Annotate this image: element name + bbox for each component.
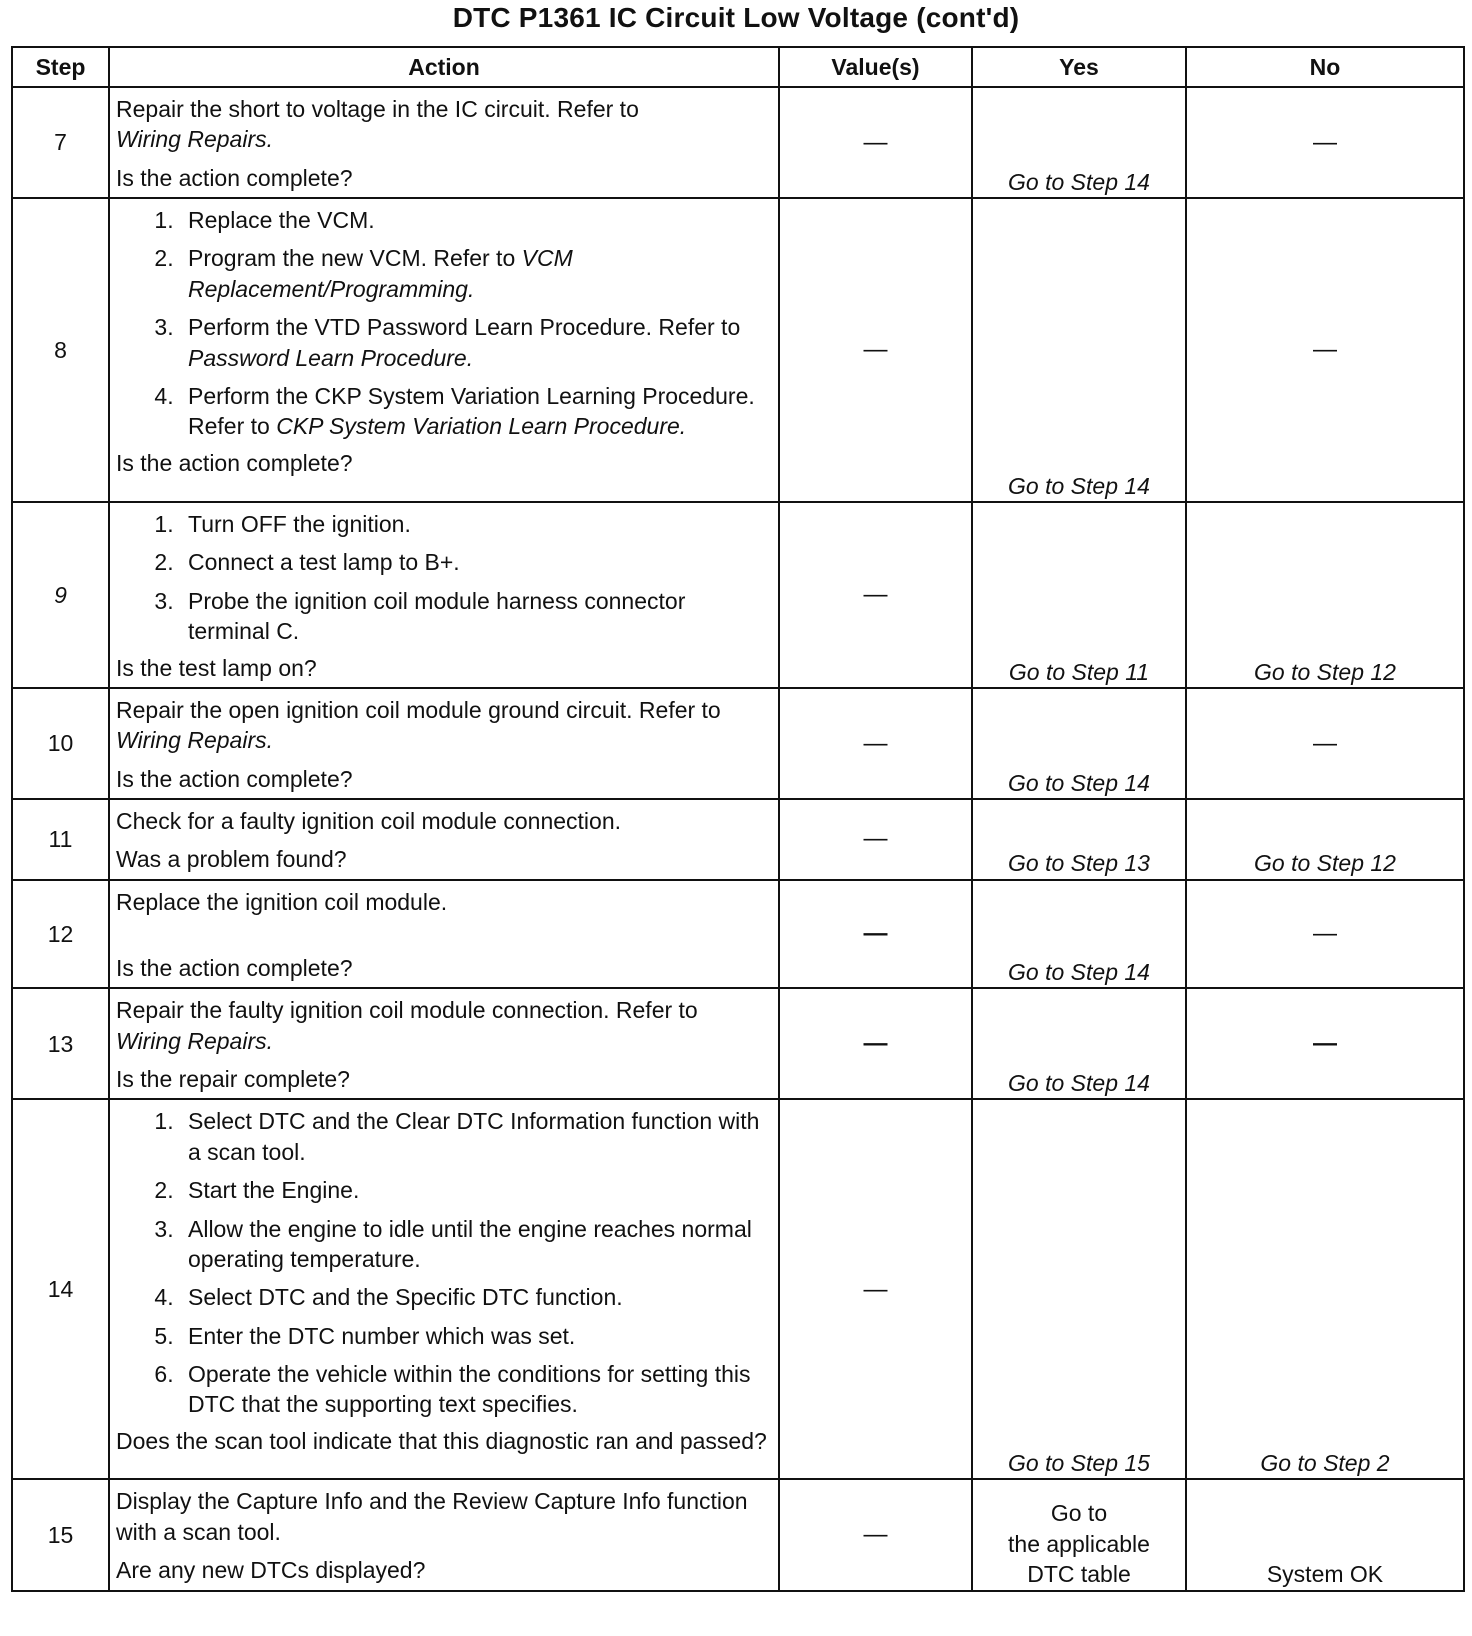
table-row-step-7 <box>12 87 1464 198</box>
list-item: 3. Allow the engine to idle until the engine reaches normal operating temperature. <box>180 1214 770 1275</box>
no-cell: — <box>1186 198 1464 502</box>
header-action: Action <box>109 47 779 87</box>
step-number: 13 <box>12 988 109 1099</box>
list-item: 4. Select DTC and the Specific DTC function. <box>180 1282 770 1312</box>
action-text: Repair the open ignition coil module ground circuit. Refer to <box>116 696 721 723</box>
action-steps-list <box>116 1106 770 1419</box>
header-step: Step <box>12 47 109 87</box>
action-cell <box>109 87 779 198</box>
table-row-step-11 <box>12 799 1464 880</box>
page-title: DTC P1361 IC Circuit Low Voltage (cont'd) <box>452 2 1020 33</box>
table-row-step-10 <box>12 688 1464 799</box>
action-text: Check for a faulty ignition coil module connection. <box>116 807 622 834</box>
table-row-step-12 <box>12 880 1464 989</box>
step-number: 14 <box>12 1099 109 1479</box>
table-row-step-13 <box>12 988 1464 1099</box>
action-cell <box>109 880 779 989</box>
action-cell <box>109 799 779 880</box>
action-reference: VCM Replacement/Programming. <box>188 245 573 302</box>
yes-line: DTC table <box>1027 1561 1131 1588</box>
no-cell: — <box>1186 880 1464 989</box>
action-reference: Wiring Repairs. <box>116 727 274 754</box>
value-cell: — <box>779 1479 972 1590</box>
action-question: Was a problem found? <box>116 846 347 873</box>
step-number: 7 <box>12 87 109 198</box>
table-row-step-14 <box>12 1099 1464 1479</box>
list-item-text: Perform the CKP System Variation Learning Procedure. Refer to <box>188 382 755 440</box>
header-yes: Yes <box>972 47 1186 87</box>
value-cell: — <box>779 688 972 799</box>
value-cell: — <box>779 87 972 198</box>
no-cell: System OK <box>1186 1479 1464 1590</box>
action-cell <box>109 198 779 502</box>
yes-cell: Go to Step 14 <box>972 87 1186 198</box>
action-cell <box>109 988 779 1099</box>
yes-cell: Go to Step 14 <box>972 988 1186 1099</box>
step-number: 15 <box>12 1479 109 1590</box>
action-question: Does the scan tool indicate that this diagnostic ran and passed? <box>116 1427 767 1454</box>
step-number: 11 <box>12 799 109 880</box>
list-item <box>180 312 770 373</box>
no-cell: — <box>1186 988 1464 1099</box>
header-no: No <box>1186 47 1464 87</box>
list-item: 2. Connect a test lamp to B+. <box>180 547 770 577</box>
step-number: 12 <box>12 880 109 989</box>
list-item: 5. Enter the DTC number which was set. <box>180 1321 770 1351</box>
action-cell <box>109 688 779 799</box>
action-reference: Wiring Repairs. <box>116 126 274 153</box>
yes-cell: Go to Step 13 <box>972 799 1186 880</box>
table-row-step-15 <box>12 1479 1464 1590</box>
yes-cell: Go to Step 14 <box>972 880 1186 989</box>
list-item <box>180 381 770 442</box>
header-values: Value(s) <box>779 47 972 87</box>
list-item-text: Perform the VTD Password Learn Procedure. Refer to <box>188 314 741 341</box>
value-cell: — <box>779 988 972 1099</box>
no-cell: Go to Step 12 <box>1186 502 1464 688</box>
list-item: 1. Select DTC and the Clear DTC Information function with a scan tool. <box>180 1106 770 1167</box>
no-cell: Go to Step 2 <box>1186 1099 1464 1479</box>
list-item: 6. Operate the vehicle within the conditions for setting this DTC that the supporting text specifies. <box>180 1359 770 1420</box>
list-item <box>180 205 770 235</box>
action-text: Repair the faulty ignition coil module connection. Refer to <box>116 997 698 1024</box>
action-text: Replace the ignition coil module. <box>116 888 448 915</box>
action-cell <box>109 1099 779 1479</box>
value-cell: — <box>779 799 972 880</box>
value-cell: — <box>779 1099 972 1479</box>
step-number: 10 <box>12 688 109 799</box>
table-header-row <box>12 47 1464 87</box>
step-number: 9 <box>12 502 109 688</box>
value-cell: — <box>779 880 972 989</box>
action-question: Is the action complete? <box>116 449 353 476</box>
yes-line: the applicable <box>1008 1530 1150 1557</box>
table-row-step-8 <box>12 198 1464 502</box>
action-question: Is the action complete? <box>116 955 353 982</box>
diagnostic-table <box>11 46 1465 1592</box>
action-text: Repair the short to voltage in the IC circuit. Refer to <box>116 96 639 122</box>
action-reference: Password Learn Procedure. <box>188 344 474 371</box>
step-number: 8 <box>12 198 109 502</box>
table-row-step-9 <box>12 502 1464 688</box>
list-item <box>180 243 770 304</box>
action-text: Display the Capture Info and the Review Capture Info function with a scan tool. <box>116 1488 748 1545</box>
action-question: Is the repair complete? <box>116 1066 350 1093</box>
list-item: 1. Turn OFF the ignition. <box>180 509 770 539</box>
action-question: Are any new DTCs displayed? <box>116 1557 426 1584</box>
yes-line: Go to <box>1050 1500 1108 1527</box>
action-steps-list <box>116 205 770 442</box>
yes-cell: Go to Step 15 <box>972 1099 1186 1479</box>
action-reference: CKP System Variation Learn Procedure. <box>276 413 687 440</box>
yes-cell: Go to Step 11 <box>972 502 1186 688</box>
list-item-text: Replace the VCM. <box>188 207 375 234</box>
list-item: 3. Probe the ignition coil module harness connector terminal C. <box>180 586 770 647</box>
yes-cell <box>972 1479 1186 1590</box>
no-cell: Go to Step 12 <box>1186 799 1464 880</box>
value-cell: — <box>779 502 972 688</box>
yes-cell: Go to Step 14 <box>972 198 1186 502</box>
action-steps-list <box>116 509 770 646</box>
action-reference: Wiring Repairs. <box>116 1027 274 1054</box>
value-cell: — <box>779 198 972 502</box>
list-item-text: Program the new VCM. Refer to <box>188 245 522 272</box>
action-question: Is the action complete? <box>116 765 353 792</box>
action-cell <box>109 1479 779 1590</box>
action-question: Is the test lamp on? <box>116 654 317 681</box>
list-item: 2. Start the Engine. <box>180 1175 770 1205</box>
no-cell: — <box>1186 688 1464 799</box>
no-cell: — <box>1186 87 1464 198</box>
action-question: Is the action complete? <box>116 164 353 191</box>
action-cell <box>109 502 779 688</box>
yes-cell: Go to Step 14 <box>972 688 1186 799</box>
